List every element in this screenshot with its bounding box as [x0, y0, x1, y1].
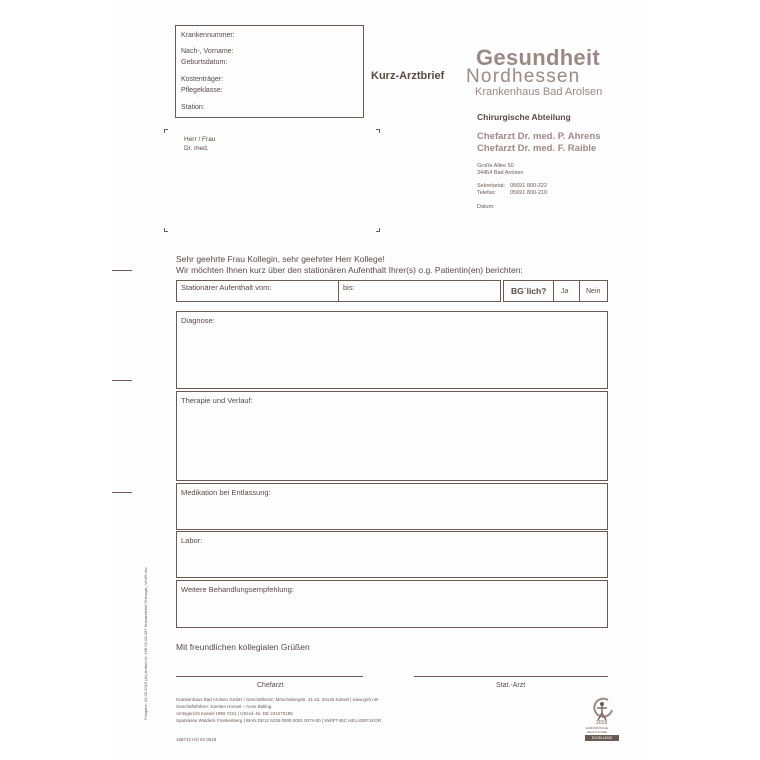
sekretariat-label: Sekretariat: [477, 183, 506, 189]
footer-line-3: Amtsgericht Kassel HRB 7221 | USt-Id.-Nr. DE 224270186 [176, 711, 293, 716]
datum-label: Datum: [477, 204, 495, 210]
window-corner-mark [376, 228, 380, 232]
pflegeklasse-label: Pflegeklasse: [181, 87, 223, 94]
doctor-2: Chefarzt Dr. med. F. Raible [477, 143, 597, 154]
form-number: 168712 HÜ 02 0518 [176, 737, 217, 742]
address-street: Große Allee 50 [477, 163, 514, 169]
badge-bar [585, 735, 619, 741]
signature-line-chefarzt [176, 676, 363, 677]
empfehlung-field[interactable] [176, 580, 608, 628]
address-city: 34454 Bad Arolsen [477, 170, 524, 176]
labor-label: Labor: [181, 536, 203, 545]
patient-info-box [175, 25, 364, 118]
footer-line-4: Sparkasse Waldeck Frankenberg | IBAN DE12 5235 0005 0001 0074-00 | SWIFT-BIC HELADEF1KOR [176, 718, 382, 723]
badge-figure-icon [582, 696, 622, 722]
signature-line-statarzt [414, 676, 608, 677]
signature-chefarzt-label: Chefarzt [257, 682, 284, 689]
signature-statarzt-label: Stat.-Arzt [496, 682, 526, 689]
badge-line-3: EXZELLENZ [592, 736, 613, 740]
stay-divider [338, 281, 339, 301]
greeting: Sehr geehrte Frau Kollegin, sehr geehrter Herr Kollege! [176, 254, 385, 264]
footer-line-1: Krankenhaus Bad Arolsen GmbH | Geschäftssitz: Mönchebergstr. 41-43, 34125 Kassel | www.gnh.net [176, 697, 379, 702]
brand-line-1: Gesundheit [476, 45, 601, 70]
telefax-value: 05691 800-210 [510, 190, 548, 196]
quality-badge [582, 696, 622, 742]
geburtsdatum-label: Geburtsdatum: [181, 59, 228, 66]
side-reference-text: Freigabe: 03.03.2016 (Ar) Artikel-Nr: 168 02-03-187 Kurzarztbrief Chirurgie_Ver05.doc [143, 567, 148, 720]
kostentraeger-label: Kostenträger: [181, 76, 224, 83]
labor-field[interactable] [176, 531, 608, 578]
brand-line-3: Krankenhaus Bad Arolsen [475, 86, 603, 98]
fold-mark [112, 270, 132, 271]
telefax-label: Telefax: [477, 190, 496, 196]
therapie-field[interactable] [176, 391, 608, 481]
diagnose-label: Diagnose: [181, 316, 215, 325]
medikation-label: Medikation bei Entlassung: [181, 488, 271, 497]
station-label: Station: [181, 104, 205, 111]
bg-divider [553, 281, 554, 301]
doctor-1: Chefarzt Dr. med. P. Ahrens [477, 131, 601, 142]
stay-from-label: Stationärer Aufenthalt vom: [181, 283, 272, 292]
stay-to-label: bis: [343, 283, 355, 292]
punch-mark [112, 380, 132, 381]
recipient-line-2: Dr. med. [184, 145, 209, 152]
bg-no-option[interactable]: Nein [586, 288, 601, 295]
name-label: Nach-, Vorname: [181, 48, 234, 55]
badge-year: 2018 [596, 720, 608, 726]
window-corner-mark [376, 129, 380, 133]
diagnose-field[interactable] [176, 311, 608, 389]
badge-line-2: HEALTHCARE [587, 730, 607, 734]
bg-divider [579, 281, 580, 301]
bg-yes-option[interactable]: Ja [561, 288, 569, 295]
medikation-field[interactable] [176, 483, 608, 530]
department: Chirurgische Abteilung [477, 112, 571, 122]
therapie-label: Therapie und Verlauf: [181, 396, 253, 405]
bg-label: BG´lich? [511, 286, 547, 296]
recipient-line-1: Herr / Frau [184, 136, 216, 143]
bg-field [503, 280, 608, 302]
closing: Mit freundlichen kollegialen Grüßen [176, 642, 310, 652]
empfehlung-label: Weitere Behandlungsempfehlung: [181, 585, 294, 594]
sekretariat-value: 05691 800-222 [510, 183, 548, 189]
intro-text: Wir möchten Ihnen kurz über den stationären Aufenthalt Ihrer(s) o.g. Patientin(en) berichten: [176, 265, 523, 275]
badge-line-1: EUROPÄISCHE [586, 726, 608, 730]
window-corner-mark [164, 129, 168, 133]
stay-field[interactable] [176, 280, 501, 302]
brand-line-2: Nordhessen [466, 66, 581, 87]
footer-line-2: Geschäftsführer: Karsten Honsel – Anne Bülling [176, 704, 272, 709]
window-corner-mark [164, 228, 168, 232]
fold-mark [112, 492, 132, 493]
krankennummer-label: Krankennummer: [181, 32, 235, 39]
page-title: Kurz-Arztbrief [371, 70, 445, 82]
